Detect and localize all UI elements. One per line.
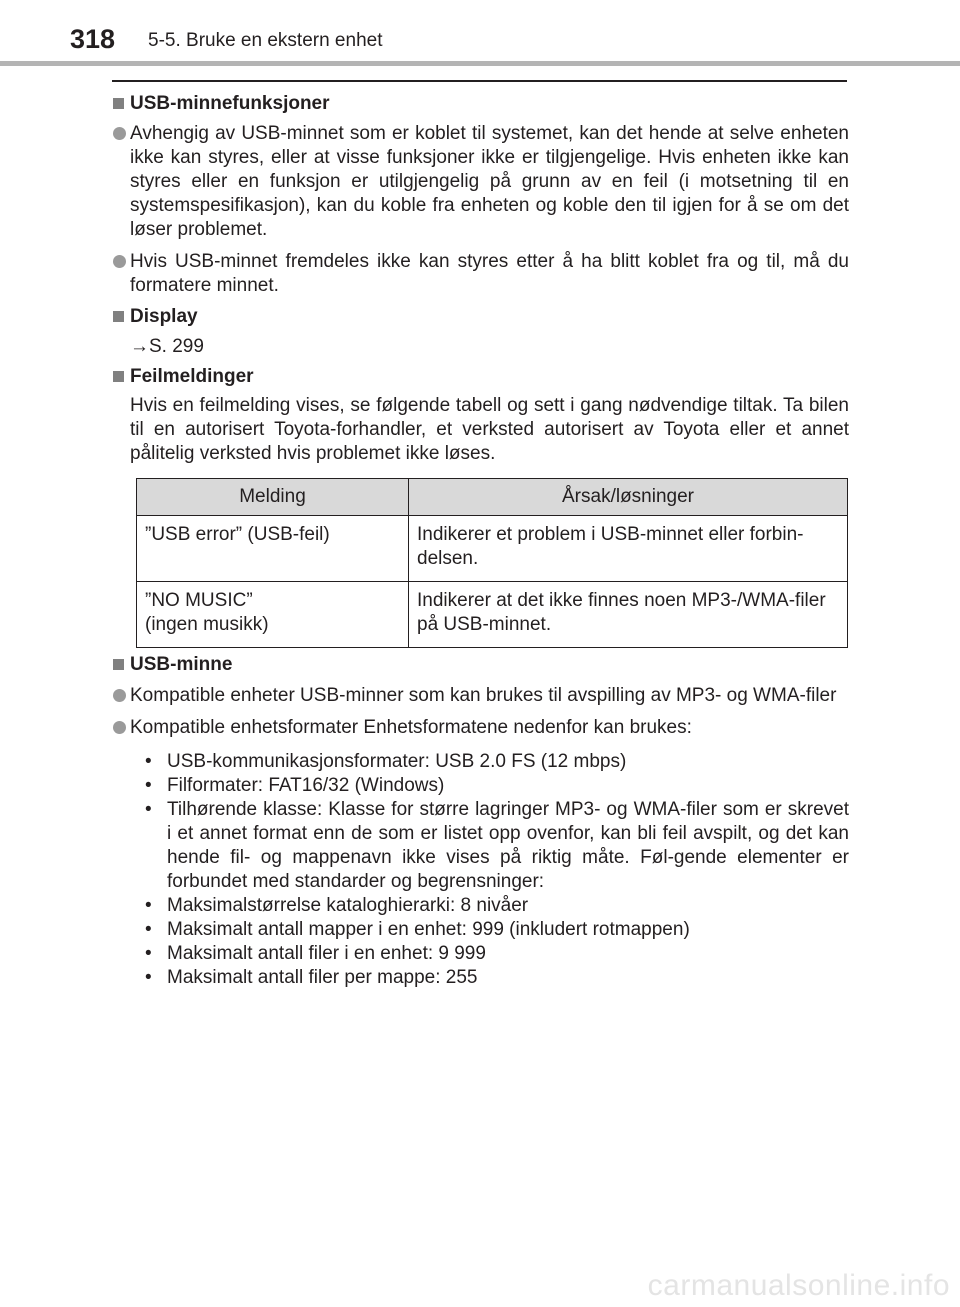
- header-rule: [0, 61, 960, 66]
- section-heading-display: Display: [112, 305, 849, 329]
- list-item: • Maksimalt antall filer i en enhet: 9 999: [145, 943, 486, 964]
- list-item: • Maksimalstørrelse kataloghierarki: 8 nivåer: [145, 895, 529, 916]
- usb-memory-section: [112, 653, 849, 990]
- watermark: carmanualsonline.info: [647, 1269, 950, 1302]
- round-bullet-icon: [113, 127, 126, 140]
- bullet-item: Kompatible enhetsformater Enhetsformatene nedenfor kan brukes:: [112, 716, 849, 740]
- bullet-item: Avhengig av USB-minnet som er koblet til systemet, kan det hende at selve enheten ikke kan styres, eller at visse funksjoner ikke er tilgjengelige. Hvis enheten ikke kan styres eller en funksjon er utilgjengelig på grunn av en feil (i motsetning til en systemspesifikasjon), kan du koble fra enheten og koble den til igjen for å se om det løser problemet.: [112, 122, 849, 242]
- table-cell-cause: Indikerer at det ikke finnes noen MP3-/WMA-filer på USB-minnet.: [409, 582, 848, 648]
- page-header: [0, 0, 960, 66]
- column-header-cause: Årsak/løsninger: [409, 479, 848, 516]
- bullet-item: Hvis USB-minnet fremdeles ikke kan styres etter å ha blitt koblet fra og til, må du formatere minnet.: [112, 250, 849, 298]
- main-content: [112, 92, 849, 466]
- page-number: 318: [70, 24, 116, 54]
- list-item: • Maksimalt antall filer per mappe: 255: [145, 967, 478, 988]
- table-cell-message: ”NO MUSIC” (ingen musikk): [137, 582, 409, 648]
- list-item: • Maksimalt antall mapper i en enhet: 999 (inkludert rotmappen): [145, 919, 690, 940]
- table-row: [137, 582, 848, 648]
- square-bullet-icon: [113, 311, 124, 322]
- section-heading-usb-memory: USB-minne: [112, 653, 849, 677]
- table-cell-message: ”USB error” (USB-feil): [137, 516, 409, 582]
- format-list: [112, 750, 849, 990]
- section-heading-usb-functions: USB-minnefunksjoner: [112, 92, 849, 116]
- column-header-message: Melding: [137, 479, 409, 516]
- list-item: • Filformater: FAT16/32 (Windows): [145, 775, 445, 796]
- round-bullet-icon: [113, 721, 126, 734]
- table-row: [137, 516, 848, 582]
- square-bullet-icon: [113, 659, 124, 670]
- round-bullet-icon: [113, 689, 126, 702]
- bullet-item: Kompatible enheter USB-minner som kan brukes til avspilling av MP3- og WMA-filer: [112, 684, 849, 708]
- round-bullet-icon: [113, 255, 126, 268]
- error-message-table: [136, 478, 848, 648]
- section-divider: [112, 80, 847, 82]
- list-item: • USB-kommunikasjonsformater: USB 2.0 FS (12 mbps): [145, 751, 627, 772]
- errors-intro: Hvis en feilmelding vises, se følgende tabell og sett i gang nødvendige tiltak. Ta bilen til en autorisert Toyota-forhandler, et verksted autorisert av Toyota eller et annet pålitelig verksted hvis problemet ikke løses.: [130, 395, 849, 464]
- square-bullet-icon: [113, 371, 124, 382]
- square-bullet-icon: [113, 98, 124, 109]
- table-header-row: [137, 479, 848, 516]
- section-heading-errors: Feilmeldinger: [112, 365, 849, 389]
- chapter-title: 5-5. Bruke en ekstern enhet: [148, 30, 383, 51]
- list-item: • Tilhørende klasse: Klasse for større lagringer MP3- og WMA-filer som er skrevet i et annet format enn de som er listet opp ovenfor, kan bli feil avspilt, og det kan hende fil- og mappenavn ikke vises på riktig måte. Føl-gende elementer er forbundet med standarder og begrensninger:: [145, 799, 849, 892]
- page-reference-link[interactable]: →S. 299: [130, 336, 204, 357]
- table-cell-cause: Indikerer et problem i USB-minnet eller forbin-delsen.: [409, 516, 848, 582]
